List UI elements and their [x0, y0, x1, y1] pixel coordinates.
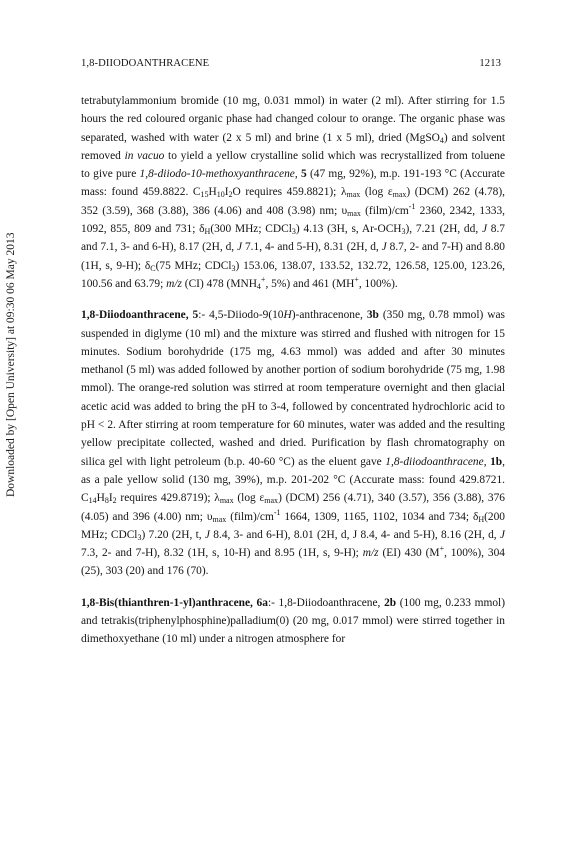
paragraph-bis-thianthrenyl: 1,8-Bis(thianthren-1-yl)anthracene, 6a:- 1,8-Diiodoanthracene, 2b (100 mg, 0.233 mmol) and tetrakis(triphenylphosphine)palladium(0) (20 mg, 0.017 mmol) were stirred together in dimethoxyethane (10 ml) under a nitrogen atmosphere for [81, 596, 505, 646]
running-title: 1,8-DIIODOANTHRACENE [81, 58, 210, 69]
compound-heading: 1,8-Diiodoanthracene, 5 [81, 309, 199, 322]
paragraph-methoxy-product: tetrabutylammonium bromide (10 mg, 0.031 mmol) in water (2 ml). After stirring for 1.5 hours the red coloured organic phase had changed colour to orange. The organic phase was separated, washed with water (2 x 5 ml) and brine (1 x 5 ml), dried (MgSO$_4$) and solvent removed in vacuo to yield a yellow crystalline solid which was recrystallized from toluene to give pure 1,8-diiodo-10-methoxyanthracene, 5 (47 mg, 92%), m.p. 191-193 °C (Accurate mass: found 459.8822. $C_{15}H_{10}I_2O$ requires 459.8821); $\lambda_{max}$ (log $\varepsilon_{max}$) (DCM) 262 (4.78), 352 (3.59), 368 (3.88), 386 (4.06) and 408 (3.98) nm; $\upsilon_{max}$ $(film)/cm^{-1}$ 2360, 2342, 1333, 1092, 855, 809 and 731; $\delta_H(300$ MHz; CDCl$_3$) 4.13 (3H, s, $Ar-OCH_3$), 7.21 (2H, dd, J 8.7 and 7.1, 3- and 6-H), 8.17 (2H, d, J 7.1, 4- and 5-H), 8.31 (2H, d, J 8.7, 2- and 7-H) and 8.80 (1H, s, 9-H); $\delta_C(75$ MHz; CDCl$_3$) 153.06, 138.07, 133.52, 132.72, 126.58, 125.00, 123.26, 100.56 and 63.79; m/z (CI) 478 ($MNH_4^+$, 5%) and 461 (MH+, 100%). [81, 95, 506, 291]
running-header [81, 58, 501, 74]
page-number: 1213 [479, 58, 501, 69]
download-watermark-text: Downloaded by [Open University] at 09:30 06 May 2013 [5, 232, 17, 497]
body-text [81, 92, 505, 649]
compound-heading: 1,8-Bis(thianthren-1-yl)anthracene, 6a [81, 596, 268, 609]
paragraph-diiodoanthracene: 1,8-Diiodoanthracene, 5:- 4,5-Diiodo-9(10H)-anthracenone, 3b (350 mg, 0.78 mmol) was suspended in diglyme (10 ml) and the mixture was stirred and flushed with nitrogen for 15 minutes. Sodium borohydride (175 mg, 4.63 mmol) was added and after 30 minutes methanol (5 ml) was added followed by another portion of sodium borohydride (75 mg, 1.98 mmol). The orange-red solution was stirred at room temperature overnight and then glacial acetic acid was added to bring the pH to 3-4, followed by concentrated hydrochloric acid to pH < 2. After stirring at room temperature for 60 minutes, water was added and the resulting yellow precipitate collected, washed and dried. Purification by flash chromatography on silica gel with light petroleum (b.p. 40-60 °C) as the eluent gave 1,8-diiodoanthracene, 1b, as a pale yellow solid (130 mg, 39%), m.p. 201-202 °C (Accurate mass: found 429.8721. $C_{14}H_8I_2$ requires 429.8719); $\lambda_{max}$ (log $\varepsilon_{max}$) (DCM) 256 (4.71), 340 (3.57), 356 (3.88), 376 (4.05) and 396 (4.00) nm; $\upsilon_{max}$ $(film)/cm^{-1}$ 1664, 1309, 1165, 1102, 1034 and 734; $\delta_H(200$ MHz; CDCl$_3$) 7.20 (2H, t, J 8.4, 3- and 6-H), 8.01 (2H, d, J 8.4, 4- and 5-H), 8.16 (2H, d, J 7.3, 2- and 7-H), 8.32 (1H, s, 10-H) and 8.95 (1H, s, 9-H); m/z (EI) 430 (M+, 100%), 304 (25), 303 (20) and 176 (70). [81, 309, 506, 578]
